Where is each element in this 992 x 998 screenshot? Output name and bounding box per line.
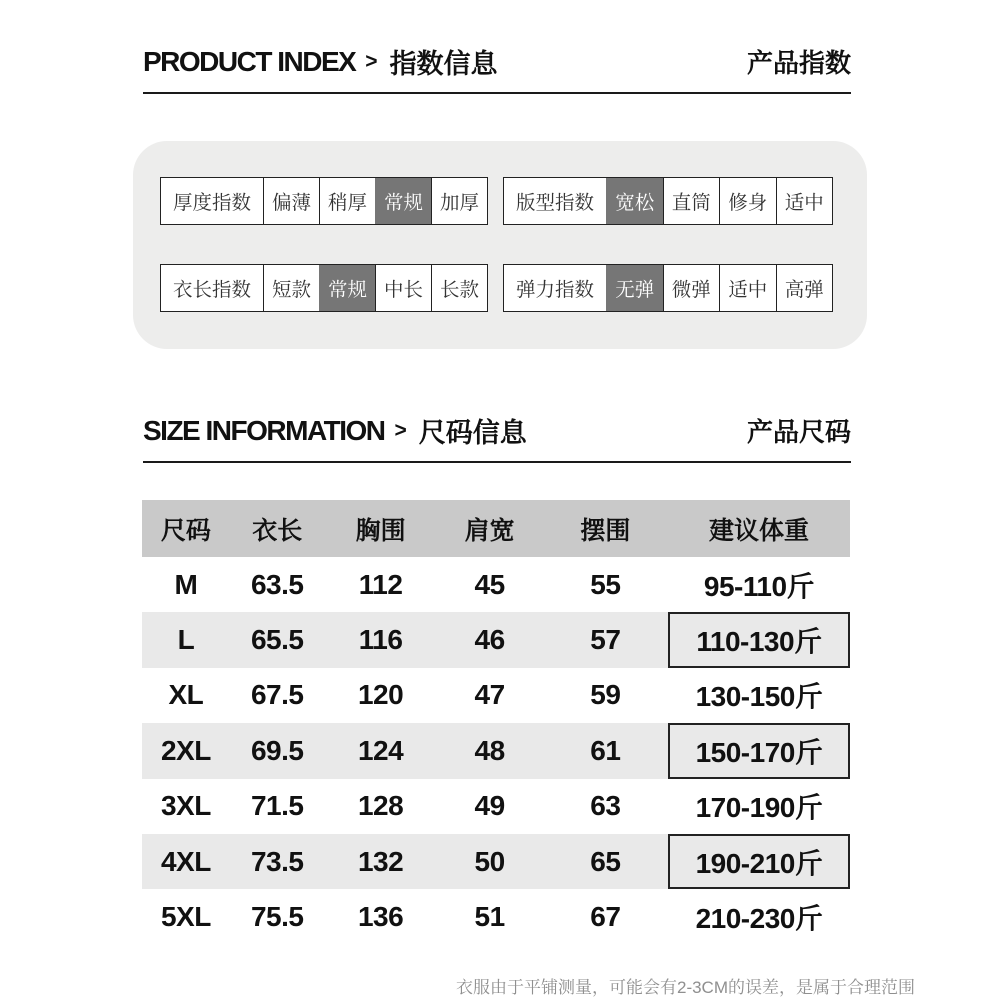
shoulder-cell: 47: [474, 679, 505, 711]
hem-cell: 61: [590, 734, 621, 766]
length-cell: 69.5: [250, 734, 304, 766]
index-table-label: 衣长指数: [172, 279, 251, 301]
index-option: 加厚: [431, 178, 487, 224]
size-table-header: [142, 500, 850, 557]
index-table-label: 弹力指数: [515, 279, 594, 301]
col-header-hem: 摆围: [580, 516, 631, 545]
hem-cell: 57: [590, 624, 621, 656]
table-row: [142, 834, 850, 889]
size-cell: 4XL: [160, 845, 211, 877]
index-option: 长款: [431, 265, 487, 311]
size-info-title-right: 产品尺码: [746, 417, 851, 447]
index-table-label: 版型指数: [515, 192, 594, 214]
bust-cell: 124: [357, 734, 404, 766]
product-index-title-cn: 指数信息: [389, 49, 498, 79]
size-info-title-row: [143, 411, 851, 450]
product-index-title-en: PRODUCT INDEX: [143, 45, 356, 77]
bust-cell: 112: [358, 568, 403, 600]
index-option: 微弹: [663, 265, 720, 311]
weight-cell: 130-150斤: [695, 681, 823, 713]
weight-cell: 190-210斤: [668, 834, 850, 889]
shoulder-cell: 48: [474, 734, 505, 766]
weight-cell: 110-130斤: [668, 612, 850, 667]
table-row: [142, 723, 850, 778]
bust-cell: 116: [358, 624, 403, 656]
length-cell: 75.5: [250, 901, 304, 933]
size-table: [142, 500, 850, 945]
shoulder-cell: 51: [474, 901, 505, 933]
size-cell: 2XL: [160, 734, 211, 766]
index-panel: [133, 141, 867, 349]
index-option: 适中: [719, 265, 776, 311]
weight-cell: 210-230斤: [695, 903, 823, 935]
index-option-selected: 常规: [375, 178, 431, 224]
index-option: 稍厚: [319, 178, 375, 224]
measurement-note: 衣服由于平铺测量，可能会有2-3CM的误差，是属于合理范围: [455, 978, 915, 997]
hem-cell: 65: [590, 845, 621, 877]
index-option: 中长: [375, 265, 431, 311]
size-info-title-left: [143, 411, 527, 450]
arrow-glyph: >: [394, 418, 407, 442]
size-info-title-cn: 尺码信息: [418, 418, 527, 448]
title-divider: [143, 92, 851, 94]
table-row: [142, 889, 850, 944]
table-row: [142, 779, 850, 834]
size-cell: M: [174, 568, 198, 600]
col-header-length: 衣长: [252, 516, 303, 545]
bust-cell: 120: [357, 679, 404, 711]
size-cell: XL: [168, 679, 204, 711]
length-cell: 65.5: [250, 624, 304, 656]
weight-cell: 150-170斤: [668, 723, 850, 778]
shoulder-cell: 46: [474, 624, 505, 656]
shoulder-cell: 45: [474, 568, 505, 600]
size-cell: 3XL: [160, 790, 211, 822]
col-header-weight: 建议体重: [708, 516, 809, 545]
index-option: 修身: [719, 178, 776, 224]
fit-index-table: [503, 177, 833, 225]
thickness-index-table: [160, 177, 488, 225]
hem-cell: 55: [590, 568, 621, 600]
length-index-table: [160, 264, 488, 312]
shoulder-cell: 49: [474, 790, 505, 822]
index-option: 高弹: [776, 265, 833, 311]
bust-cell: 132: [357, 845, 404, 877]
hem-cell: 63: [590, 790, 621, 822]
size-info-title-en: SIZE INFORMATION: [143, 414, 385, 446]
elasticity-index-table: [503, 264, 833, 312]
weight-cell: 170-190斤: [695, 792, 823, 824]
index-table-label: 厚度指数: [172, 192, 251, 214]
size-cell: 5XL: [160, 901, 211, 933]
table-row: [142, 612, 850, 667]
index-option: 偏薄: [263, 178, 319, 224]
hem-cell: 67: [590, 901, 621, 933]
bust-cell: 136: [357, 901, 404, 933]
col-header-shoulder: 肩宽: [464, 516, 515, 545]
index-option: 直筒: [663, 178, 720, 224]
arrow-glyph: >: [365, 49, 378, 73]
length-cell: 71.5: [250, 790, 304, 822]
bust-cell: 128: [357, 790, 404, 822]
table-row: [142, 668, 850, 723]
index-option-selected: 宽松: [606, 178, 663, 224]
shoulder-cell: 50: [474, 845, 505, 877]
product-index-title-left: [143, 42, 498, 81]
length-cell: 73.5: [250, 845, 304, 877]
table-row: [142, 557, 850, 612]
length-cell: 63.5: [250, 568, 304, 600]
index-option: 短款: [263, 265, 319, 311]
length-cell: 67.5: [250, 679, 304, 711]
size-cell: L: [177, 624, 195, 656]
index-option-selected: 无弹: [606, 265, 663, 311]
index-option: 适中: [776, 178, 833, 224]
product-index-title-right: 产品指数: [746, 48, 851, 78]
index-option-selected: 常规: [319, 265, 375, 311]
col-header-size: 尺码: [160, 516, 211, 545]
hem-cell: 59: [590, 679, 621, 711]
col-header-bust: 胸围: [355, 516, 406, 545]
product-index-title-row: [143, 42, 851, 81]
weight-cell: 95-110斤: [703, 570, 815, 602]
title-divider: [143, 461, 851, 463]
